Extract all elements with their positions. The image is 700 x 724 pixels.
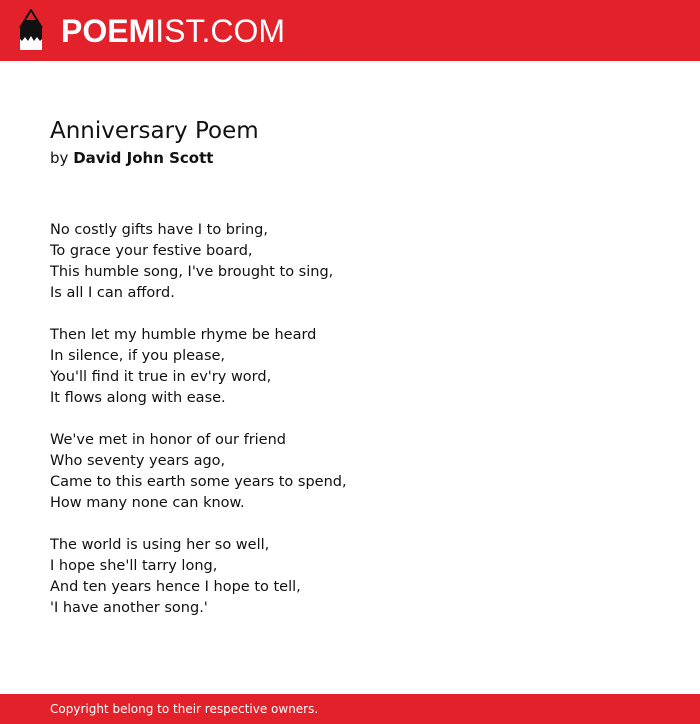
poem-byline	[50, 147, 650, 170]
site-logo-text	[61, 9, 285, 53]
poem-line: To grace your festive board,	[50, 243, 253, 259]
poem-stanzas	[50, 220, 650, 619]
poem-line: Then let my humble rhyme be heard	[50, 327, 317, 343]
copyright-text: Copyright belong to their respective owners.	[50, 702, 319, 716]
stanza-1	[50, 220, 650, 304]
poem-line: You'll find it true in ev'ry word,	[50, 369, 272, 385]
poem-author: David John Scott	[73, 149, 214, 167]
poem-line: Is all I can afford.	[50, 285, 175, 301]
stanza-2	[50, 325, 650, 409]
stanza-4	[50, 535, 650, 619]
poem-line: And ten years hence I hope to tell,	[50, 579, 301, 595]
byline-prefix: by	[50, 149, 69, 167]
poem-line: No costly gifts have I to bring,	[50, 222, 268, 238]
poem-line: Came to this earth some years to spend,	[50, 474, 347, 490]
site-logo-link[interactable]	[17, 9, 285, 53]
poem-line: The world is using her so well,	[50, 537, 270, 553]
site-logo-light: IST.COM	[155, 13, 286, 49]
poem-line: I hope she'll tarry long,	[50, 558, 218, 574]
poem-line: We've met in honor of our friend	[50, 432, 286, 448]
poem-content	[50, 116, 650, 640]
poem-line: This humble song, I've brought to sing,	[50, 264, 334, 280]
site-footer	[0, 694, 700, 724]
pencil-icon	[17, 9, 45, 53]
poem-line: It flows along with ease.	[50, 390, 226, 406]
stanza-3	[50, 430, 650, 514]
site-logo-strong: POEM	[61, 13, 156, 49]
poem-title: Anniversary Poem	[50, 118, 259, 144]
poem-line: 'I have another song.'	[50, 600, 208, 616]
poem-line: In silence, if you please,	[50, 348, 226, 364]
poem-line: Who seventy years ago,	[50, 453, 226, 469]
site-header	[0, 0, 700, 61]
poem-line: How many none can know.	[50, 495, 245, 511]
